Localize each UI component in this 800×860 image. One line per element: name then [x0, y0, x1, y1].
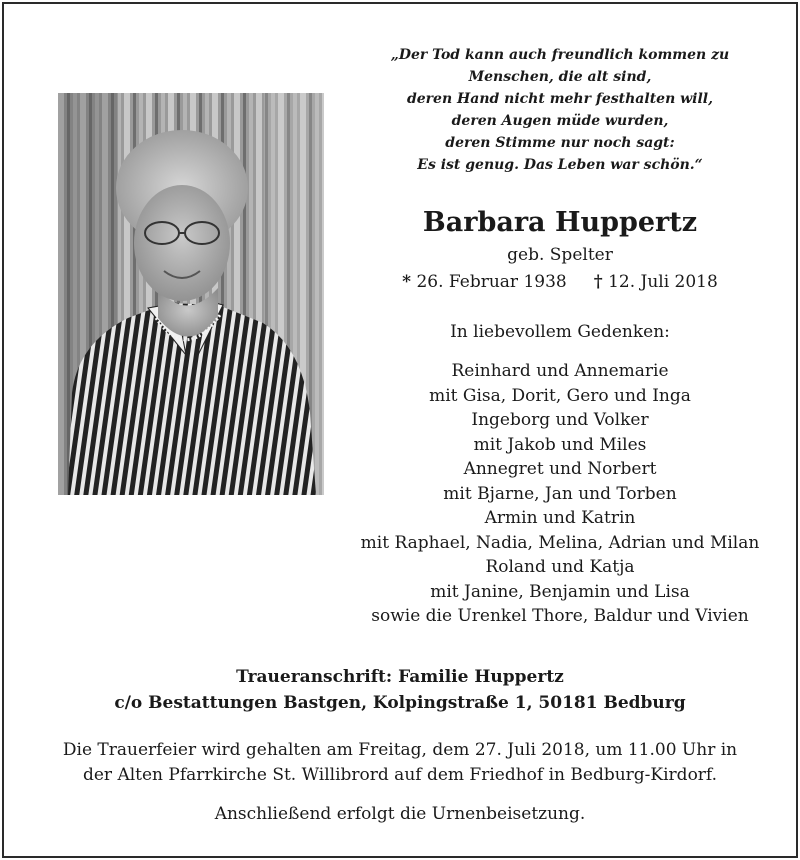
- family-list: [340, 359, 780, 629]
- family-line: sowie die Urenkel Thore, Baldur und Vivien: [371, 606, 749, 626]
- family-line: Annegret und Norbert: [463, 459, 657, 479]
- family-line: Roland und Katja: [485, 557, 635, 577]
- deceased-name: Barbara Huppertz: [422, 207, 698, 238]
- family-line: Ingeborg und Volker: [471, 410, 649, 430]
- ceremony-line-1: Die Trauerfeier wird gehalten am Freitag, dem 27. Juli 2018, um 11.00 Uhr in: [62, 740, 738, 760]
- memory-line: In liebevollem Gedenken:: [450, 322, 670, 342]
- quote-line: „Der Tod kann auch freundlich kommen zu: [390, 47, 730, 63]
- birth-date: 26. Februar 1938: [416, 272, 567, 292]
- quote-line: Menschen, die alt sind,: [468, 69, 652, 85]
- quote-line: deren Hand nicht mehr festhalten will,: [406, 91, 714, 107]
- family-line: mit Gisa, Dorit, Gero und Inga: [429, 385, 691, 406]
- family-line: mit Bjarne, Jan und Torben: [443, 483, 677, 504]
- birth-name: geb. Spelter: [507, 245, 613, 265]
- family-line: Reinhard und Annemarie: [451, 361, 669, 381]
- death-date: 12. Juli 2018: [608, 272, 718, 292]
- death-cross-icon: †: [593, 272, 603, 292]
- ceremony-line-2: der Alten Pfarrkirche St. Willibrord auf dem Friedhof in Bedburg-Kirdorf.: [82, 765, 718, 785]
- quote-line: deren Augen müde wurden,: [451, 113, 669, 129]
- life-dates: [360, 270, 760, 294]
- memorial-quote: [330, 44, 790, 176]
- family-line: mit Raphael, Nadia, Melina, Adrian und Milan: [360, 532, 760, 553]
- mourning-address: [100, 664, 700, 716]
- quote-line: deren Stimme nur noch sagt:: [445, 135, 675, 151]
- portrait-photo: [58, 93, 324, 495]
- family-line: mit Jakob und Miles: [473, 434, 647, 455]
- address-line-2: c/o Bestattungen Bastgen, Kolpingstraße 1, 50181 Bedburg: [114, 693, 686, 713]
- ceremony-info: [40, 738, 760, 788]
- quote-line: Es ist genug. Das Leben war schön.“: [417, 157, 703, 173]
- birth-star-icon: *: [402, 272, 412, 292]
- urn-burial-note: Anschließend erfolgt die Urnenbeisetzung.: [214, 804, 586, 824]
- address-line-1: Traueranschrift: Familie Huppertz: [236, 667, 564, 687]
- family-line: mit Janine, Benjamin und Lisa: [430, 581, 690, 602]
- family-line: Armin und Katrin: [484, 508, 636, 528]
